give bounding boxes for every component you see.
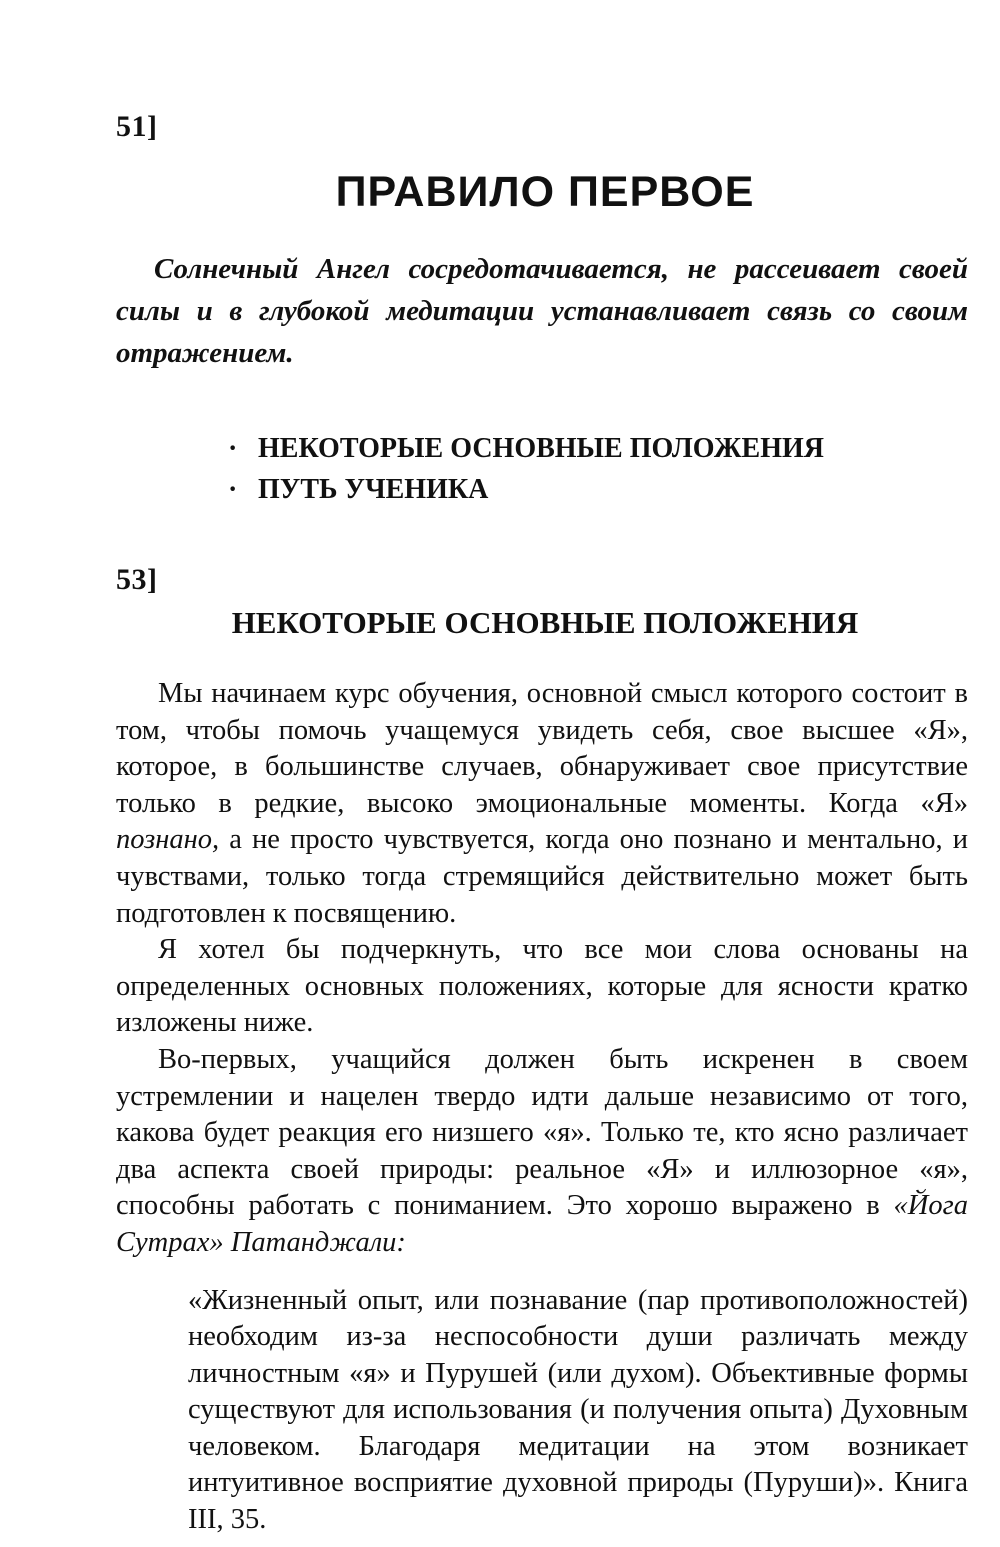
paragraph (116, 676, 968, 932)
section-contents (228, 428, 824, 510)
chapter-title: ПРАВИЛО ПЕРВОЕ (335, 168, 755, 216)
section-title: НЕКОТОРЫЕ ОСНОВНЫЕ ПОЛОЖЕНИЯ (231, 605, 859, 640)
rule-text: Солнечный Ангел сосредотачивается, не рассеивает своей силы и в глубокой медитации устанавливает связь со своим отражением. (116, 253, 968, 369)
page-marker-51: 51] (116, 110, 158, 143)
paragraph (116, 1042, 968, 1262)
body-text (116, 676, 968, 1539)
block-quote: «Жизненный опыт, или познавание (пар противоположностей) необходим из-за неспособности души различать между личностным «я» и Пурушей (или духом). Объективные формы существуют для использования (и получения опыта) Духовным человеком. Благодаря медитации на этом возникает интуитивное восприятие духовной природы (Пуруши)». Книга III, 35. (188, 1284, 968, 1536)
citation-source: «Йога Сутрах» Патанджали: (116, 1190, 968, 1258)
paragraph-text: а не просто чувствуется, когда оно познано и ментально, и чувствами, только тогда стремящийся действительно может быть подготовлен к посвящению. (116, 824, 968, 929)
paragraph-text: Мы начинаем курс обучения, основной смысл которого состоит в том, чтобы помочь учащемуся увидеть себя, свое высшее «Я», которое, в большинстве случаев, обнаруживает свое присутствие только в редкие, высоко эмоциональные моменты. Когда «Я» (116, 678, 968, 819)
page-marker-53: 53] (116, 563, 158, 596)
contents-item (228, 428, 824, 469)
paragraph: Я хотел бы подчеркнуть, что все мои слова основаны на определенных основных положениях, которые для ясности кратко изложены ниже. (116, 934, 968, 1039)
contents-item-label: НЕКОТОРЫЕ ОСНОВНЫЕ ПОЛОЖЕНИЯ (258, 433, 824, 464)
bullet-icon: · (228, 433, 238, 464)
bullet-icon: · (228, 474, 238, 505)
contents-item (228, 469, 824, 510)
emphasis-text: познано, (116, 824, 220, 856)
paragraph-text: Во-первых, учащийся должен быть искренен в своем устремлении и нацелен твердо идти дальше независимо от того, какова будет реакция его низшего «я». Только те, кто ясно различает два аспекта своей природы: реальное «Я» и иллюзорное «я», способны работать с пониманием. Это хорошо выражено в (116, 1043, 968, 1222)
contents-item-label: ПУТЬ УЧЕНИКА (258, 474, 489, 505)
